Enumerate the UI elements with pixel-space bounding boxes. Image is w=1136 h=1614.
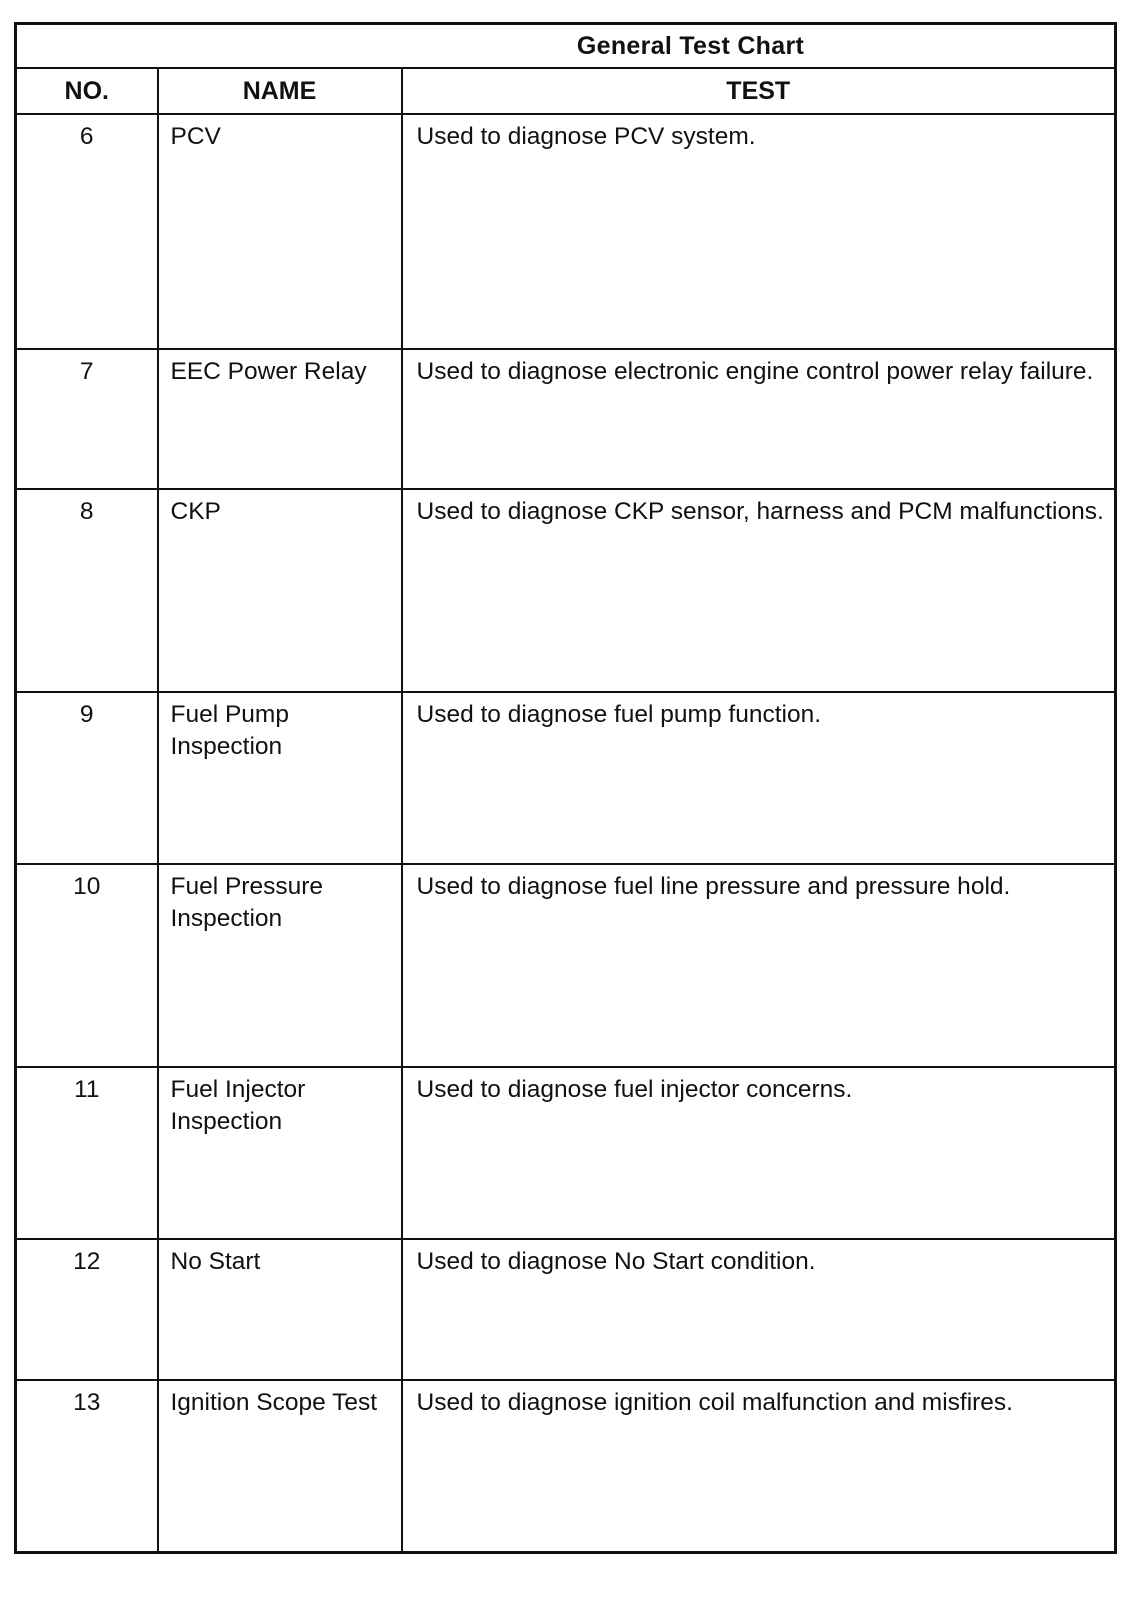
row-no: 12 — [16, 1239, 158, 1380]
chart-title-row — [16, 24, 1116, 69]
chart-title-cell — [16, 24, 1116, 69]
row-test: Used to diagnose fuel line pressure and pressure hold. — [402, 864, 1116, 1067]
row-test: Used to diagnose electronic engine control power relay failure. — [402, 349, 1116, 489]
row-name: PCV — [158, 114, 402, 349]
table-row — [16, 1067, 1116, 1239]
row-name: Fuel Injector Inspection — [158, 1067, 402, 1239]
row-test: Used to diagnose ignition coil malfunction and misfires. — [402, 1380, 1116, 1552]
row-test: Used to diagnose fuel injector concerns. — [402, 1067, 1116, 1239]
row-name: Fuel Pressure Inspection — [158, 864, 402, 1067]
header-test: TEST — [402, 68, 1116, 114]
row-no: 6 — [16, 114, 158, 349]
chart-title: General Test Chart — [576, 31, 805, 60]
row-no: 13 — [16, 1380, 158, 1552]
row-test: Used to diagnose fuel pump function. — [402, 692, 1116, 864]
row-name: Ignition Scope Test — [158, 1380, 402, 1552]
table-row — [16, 349, 1116, 489]
table-row — [16, 489, 1116, 692]
row-test: Used to diagnose PCV system. — [402, 114, 1116, 349]
general-test-chart — [14, 22, 1117, 1554]
row-name: No Start — [158, 1239, 402, 1380]
row-no: 8 — [16, 489, 158, 692]
header-name: NAME — [158, 68, 402, 114]
column-header-row — [16, 68, 1116, 114]
row-name: Fuel Pump Inspection — [158, 692, 402, 864]
row-test: Used to diagnose No Start condition. — [402, 1239, 1116, 1380]
row-no: 11 — [16, 1067, 158, 1239]
table-row — [16, 114, 1116, 349]
header-no: NO. — [16, 68, 158, 114]
row-name: EEC Power Relay — [158, 349, 402, 489]
table-row — [16, 1239, 1116, 1380]
table-row — [16, 692, 1116, 864]
row-test: Used to diagnose CKP sensor, harness and PCM malfunctions. — [402, 489, 1116, 692]
table-row — [16, 1380, 1116, 1552]
row-name: CKP — [158, 489, 402, 692]
table-row — [16, 864, 1116, 1067]
row-no: 7 — [16, 349, 158, 489]
row-no: 10 — [16, 864, 158, 1067]
row-no: 9 — [16, 692, 158, 864]
